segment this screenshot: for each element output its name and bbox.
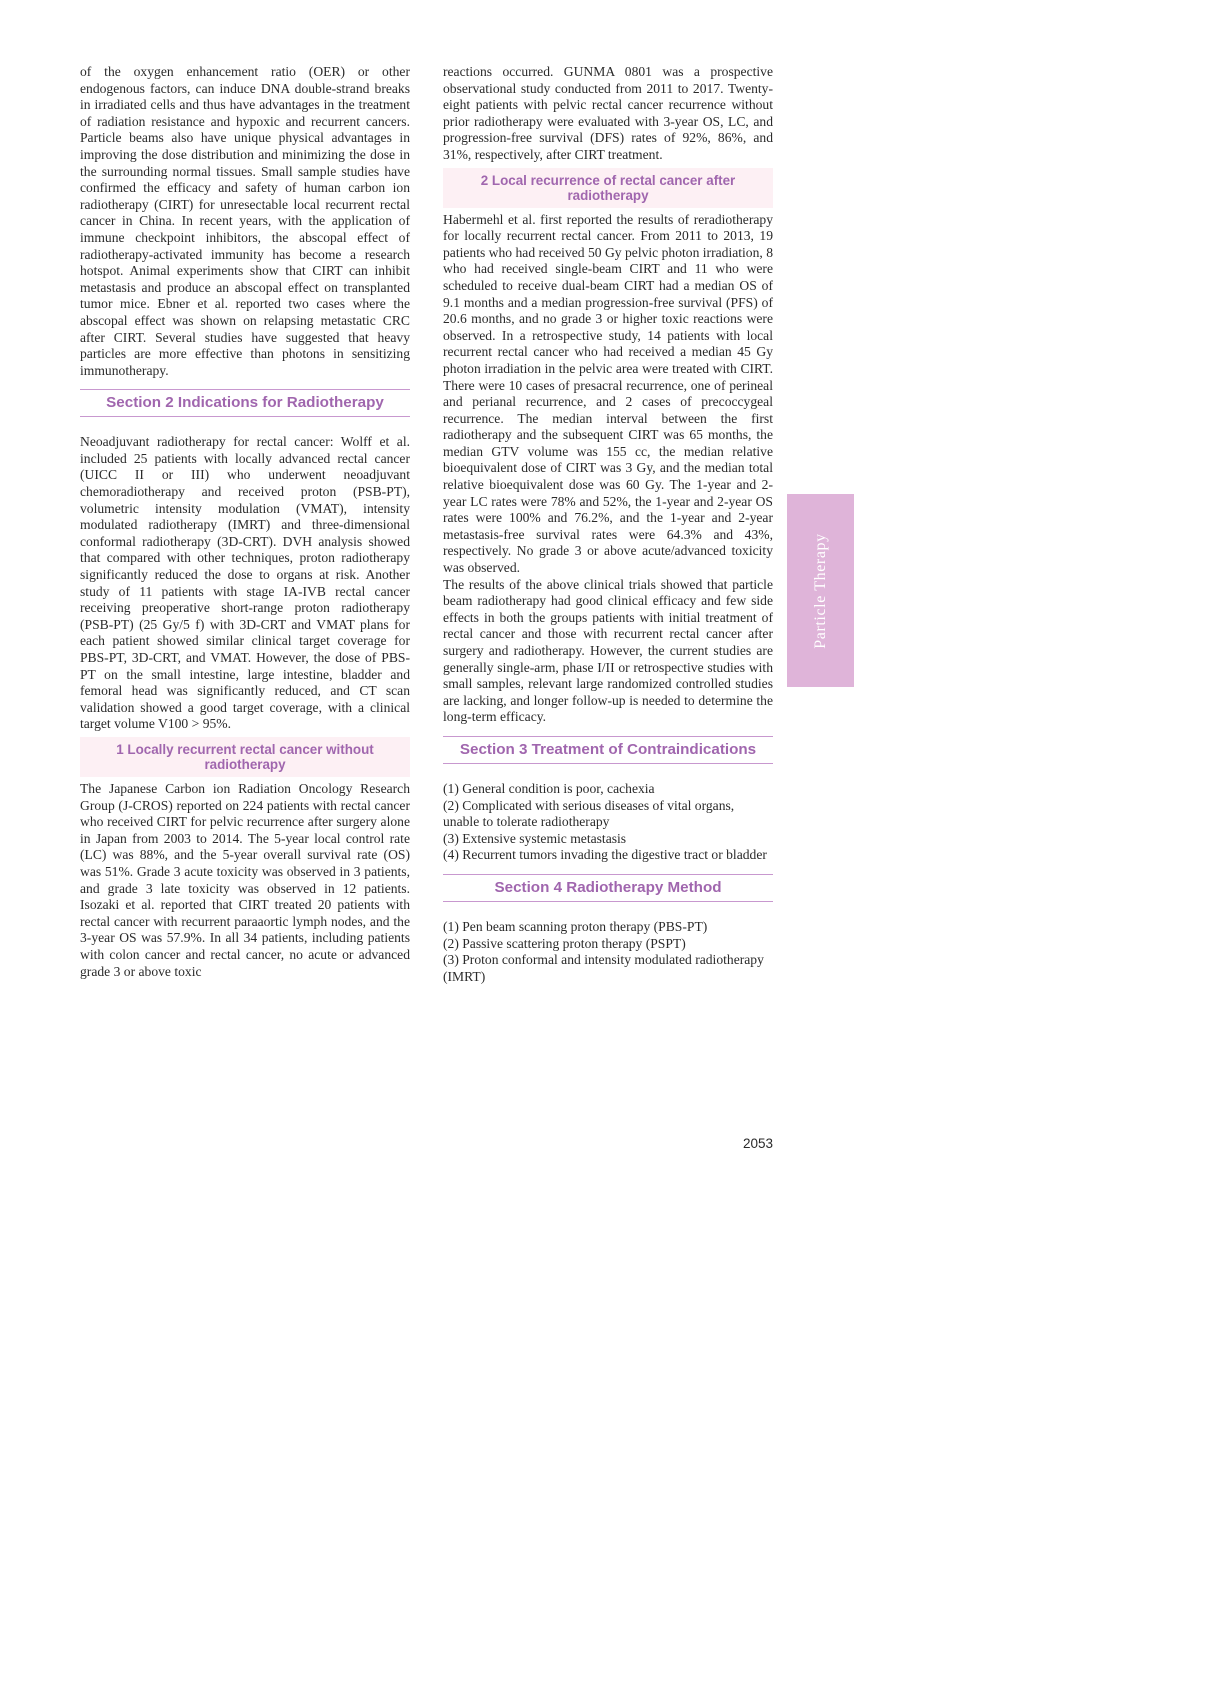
list-item: (2) Complicated with serious diseases of vital organs, unable to tolerate radiotherapy: [443, 797, 735, 830]
section-heading: Section 2 Indications for Radiotherapy: [80, 389, 410, 417]
chapter-side-tab: [787, 494, 854, 687]
body-paragraph: The results of the above clinical trials showed that particle beam radiotherapy had good clinical efficacy and few side effects in both the groups patients with initial treatment of rectal cancer and those with recurrent rectal cancer after surgery and radiotherapy. However, the current studies are generally single-arm, phase I/II or retrospective studies with small samples, relevant large randomized controlled studies are lacking, and longer follow-up is needed to determine the long-term efficacy.: [443, 576, 773, 725]
list-item: (3) Proton conformal and intensity modulated radiotherapy (IMRT): [443, 952, 764, 984]
list-item: (2) Passive scattering proton therapy (PSPT): [443, 935, 686, 951]
section-heading: Section 4 Radiotherapy Method: [443, 874, 773, 902]
subsection-heading: 1 Locally recurrent rectal cancer without radiotherapy: [80, 737, 410, 777]
right-column: [443, 64, 773, 985]
list-item: (1) Pen beam scanning proton therapy (PBS-PT): [443, 918, 708, 934]
section-heading: Section 3 Treatment of Contraindications: [443, 736, 773, 764]
chapter-side-tab-label: Particle Therapy: [811, 532, 829, 649]
subsection-heading: 2 Local recurrence of rectal cancer after radiotherapy: [443, 168, 773, 208]
body-paragraph: reactions occurred. GUNMA 0801 was a prospective observational study conducted from 2011 to 2017. Twenty-eight patients with pelvic rectal cancer recurrence without prior radiotherapy were evaluated with 3-year OS, LC, and progression-free survival (DFS) rates of 92%, 86%, and 31%, respectively, after CIRT treatment.: [443, 64, 773, 162]
list-item: (3) Extensive systemic metastasis: [443, 830, 627, 846]
list-item: (4) Recurrent tumors invading the digestive tract or bladder: [443, 847, 767, 863]
left-column: [80, 64, 410, 980]
body-paragraph: of the oxygen enhancement ratio (OER) or other endogenous factors, can induce DNA double-strand breaks in irradiated cells and thus have advantages in the treatment of radiation resistance and hypoxic and recurrent cancers. Particle beams also have unique physical advantages in improving the dose distribution and minimizing the dose in the surrounding normal tissues. Small sample studies have confirmed the efficacy and safety of human carbon ion radiotherapy (CIRT) for unresectable local recurrent rectal cancer in China. In recent years, with the application of immune checkpoint inhibitors, the abscopal effect of radiotherapy-activated immunity has become a research hotspot. Animal experiments show that CIRT can inhibit metastasis and produce an abscopal effect on transplanted tumor mice. Ebner et al. reported two cases where the abscopal effect was shown on relapsing metastatic CRC after CIRT. Several studies have suggested that heavy particles are more effective than photons in sensitizing immunotherapy.: [80, 64, 410, 378]
body-paragraph: The Japanese Carbon ion Radiation Oncology Research Group (J-CROS) reported on 224 patients with rectal cancer who received CIRT for pelvic recurrence after surgery alone in Japan from 2003 to 2014. The 5-year local control rate (LC) was 88%, and the 5-year overall survival rate (OS) was 51%. Grade 3 acute toxicity was observed in 3 patients, and grade 3 late toxicity was observed in 12 patients. Isozaki et al. reported that CIRT treated 20 patients with rectal cancer with recurrent paraaortic lymph nodes, and the 3-year OS was 57.9%. In all 34 patients, including patients with colon cancer and rectal cancer, no acute or advanced grade 3 or above toxic: [80, 780, 410, 979]
body-paragraph: Neoadjuvant radiotherapy for rectal cancer: Wolff et al. included 25 patients with locally advanced rectal cancer (UICC II or III) who underwent neoadjuvant chemoradiotherapy and received proton (PSB-PT), volumetric intensity modulation (VMAT), intensity modulated radiotherapy (IMRT) and three-dimensional conformal radiotherapy (3D-CRT). DVH analysis showed that compared with other techniques, proton radiotherapy significantly reduced the dose to organs at risk. Another study of 11 patients with stage IA-IVB rectal cancer receiving preoperative short-range proton radiotherapy (PSB-PT) (25 Gy/5 f) with 3D-CRT and VMAT plans for each patient showed similar clinical target coverage for PBS-PT, 3D-CRT, and VMAT. However, the dose of PBS-PT on the small intestine, large intestine, bladder and femoral head was significantly reduced, and CT scan validation showed a good target coverage, with a clinical target volume V100 > 95%.: [80, 434, 410, 732]
list-item: (1) General condition is poor, cachexia: [443, 780, 655, 796]
page-number: 2053: [742, 1136, 773, 1151]
body-paragraph: Habermehl et al. first reported the results of reradiotherapy for locally recurrent rectal cancer. From 2011 to 2013, 19 patients who had received 50 Gy pelvic photon irradiation, 8 who had received single-beam CIRT and 11 who were scheduled to receive dual-beam CIRT had a median OS of 9.1 months and a median progression-free survival (PFS) of 20.6 months, and no grade 3 or higher toxic reactions were observed. In a retrospective study, 14 patients with local recurrent rectal cancer who had received a median 45 Gy photon irradiation in the pelvic area were treated with CIRT. There were 10 cases of presacral recurrence, one of perineal and perianal recurrence, and 2 cases of precoccygeal recurrence. The median interval between the first radiotherapy and the subsequent CIRT was 65 months, the median GTV volume was 155 cc, the median relative bioequivalent dose of CIRT was 3 Gy, and the median total relative bioequivalent dose was 60 Gy. The 1-year and 2-year LC rates were 78% and 52%, the 1-year and 2-year OS rates were 100% and 76.2%, and the 1-year and 2-year metastasis-free survival rates were 64.3% and 43%, respectively. No grade 3 or above acute/advanced toxicity was observed.: [443, 211, 773, 576]
